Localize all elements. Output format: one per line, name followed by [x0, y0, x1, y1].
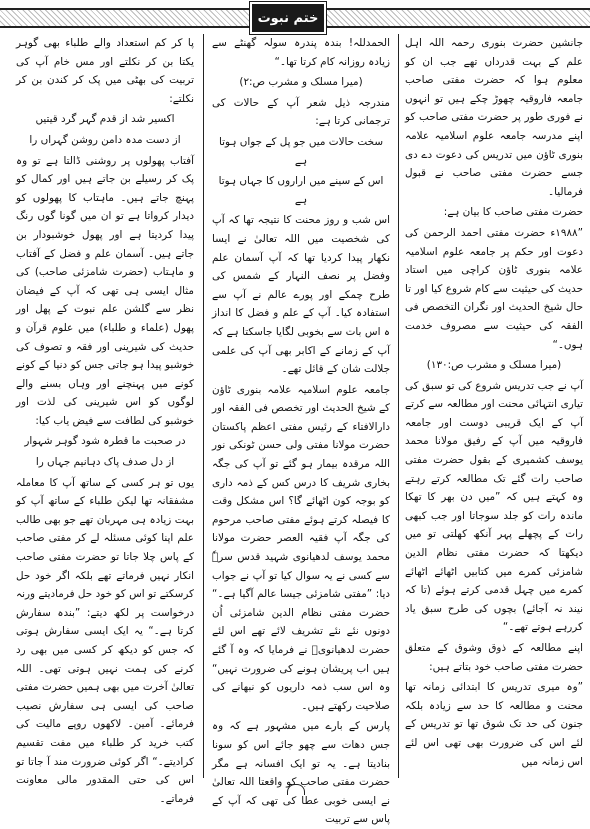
citation: (میرا مسلک و مشرب ص:۱۳۰) — [426, 359, 562, 372]
verse-line: از دست مدہ دامن روشن گہراں را — [29, 133, 181, 146]
paragraph: الحمدللہ! بندہ پندرہ سولہ گھنٹے سے زیادہ روزانہ کام کرتا تھا۔“ — [212, 37, 390, 68]
column-divider — [203, 34, 204, 778]
quotation: ”وہ میری تدریس کا ابتدائی زمانہ تھا محنت و مطالعہ کا حد سے زیادہ بلکہ جنون کی حد تک شوق تھا تو تدریس کے لئے اس کی ضرورت بھی تھی اس لئے اس زمانہ میں — [405, 681, 583, 768]
paragraph: جانشین حضرت بنوری رحمہ اللہ اہل علم کے بہت قدرداں تھے جب ان کو معلوم ہوا کہ حضرت مفتی صاحب جامعہ فاروقیہ چھوڑ چکے ہیں تو انہوں نے فوری طور پر حضرت مفتی صاحب کو اپنے مدرسہ جامعہ علوم اسلامیہ علامہ بنوری ٹاؤن میں تدریس کی دعوت دے دی جسے حضرت مفتی صاحب نے قبول فرمالیا۔ — [405, 37, 583, 198]
page-folio-ornament — [287, 784, 305, 795]
verse-line: سخت حالات میں جو پل کے جواں ہوتا ہے — [218, 135, 384, 167]
column-middle — [212, 34, 390, 826]
verse-line: از دل صدف پاک دہانیم جہاں را — [35, 456, 175, 469]
paragraph: آپ نے جب تدریس شروع کی تو سبق کی تیاری انتہائی محنت اور مطالعہ سے کرتے آپ کے ایک قریبی دوست اور جامعہ فاروقیہ میں آپ کے رفیق مولانا محمد یوسف کشمیری کے بقول حضرت مفتی صاحب رات گئے تک مطالعہ کرتے رہتے وہ کہتے ہیں کہ ”میں دن بھر کا تھکا ماندہ رات کو جلد سوجاتا اور جب کبھی رات کے پچھلے پہر آنکھ کھلتی تو میں دیکھتا کہ حضرت مفتی نظام الدین شامزئی کمرے میں کتابیں اٹھائے اٹھائے کمرے میں چہل قدمی کرتے ہوئے (تا کہ نیند نہ آجائے) بچوں کی طرح سبق یاد کررہے ہوتے تھے۔“ — [405, 379, 583, 634]
paragraph: جامعہ علوم اسلامیہ علامہ بنوری ٹاؤن کے شیخ الحدیث اور تخصص فی الفقہ اور دارالافتاء کے رئیس مفتی اعظم پاکستان حضرت مولانا مفتی ولی حسن ٹونکی نور اللہ مرقدہ بیمار ہو گئے تو آپ کی جگہ بخاری شریف کا درس کس کے ذمہ داری کو بوجہ کون اٹھائے گا؟ اس مشکل وقت کا فیصلہ کرتے ہوئے مفتی صاحب مرحوم کی جگہ آپ فقیہ العصر حضرت مولانا محمد یوسف لدھیانوی شہید قدس سرہٗ سے کسی نے یہ سوال کیا تو آپ نے جواب دیا: ”مفتی شامزئی جیسا عالم آگیا ہے۔“ حضرت مفتی نظام الدین شامزئی اُن دونوں نئے نئے تشریف لائے تھے اس لئے حضرت لدھیانویؒ نے فرمایا کہ وہ آ گئے ہیں اب پریشان ہونے کی ضرورت نہیں“ وہ اس سب ذمہ داریوں کو نبھانے کی صلاحیت رکھتے ہیں۔ — [212, 383, 390, 712]
quotation: ”۱۹۸۸ء حضرت مفتی احمد الرحمن کی دعوت اور حکم پر جامعہ علوم اسلامیہ علامہ بنوری ٹاؤن کراچی میں استاد حدیث کی حیثیت سے کام شروع کیا اور تا حال شیخ الحدیث اور نگران التخصص فی الفقہ کی حیثیت سے مصروف خدمت ہوں۔“ — [405, 226, 583, 351]
paragraph: پارس کے بارے میں مشہور ہے کہ وہ جس دھات سے چھو جائے اس کو سونا بنادیتا ہے۔ یہ تو ایک افسانہ ہے مگر حضرت مفتی صاحب کو واقعتا اللہ تعالیٰ نے ایسی خوبی عطا کی تھی کہ آپ کے پاس سے تربیت — [212, 720, 390, 826]
citation: (میرا مسلک و مشرب ص:۲) — [239, 76, 363, 89]
paragraph: اس شب و روز محنت کا نتیجہ تھا کہ آپ کی شخصیت میں اللہ تعالیٰ نے ایسا نکھار پیدا کردیا تھا کہ آپ آسمان علم وفضل پر نصف النہار کے شمس کی طرح چمکے اور پورے عالم نے آپ سے استفادہ کیا۔ آپ کے علم و فضل کا انداز ہ اس بات سے بخوبی لگایا جاسکتا ہے کہ آپ کے زمانے کے اکابر بھی آپ کی علمی جلالت شان کے قائل تھے۔ — [212, 214, 390, 376]
paragraph: یوں تو ہر کسی کے ساتھ آپ کا معاملہ مشفقانہ تھا لیکن طلباء کے ساتھ آپ کو بہت زیادہ ہی مہربان تھے جو بھی طالب علم اپنا کوئی مسئلہ لے کر مفتی صاحب کے پاس چلا جاتا تو حضرت مفتی صاحب انکار نہیں فرماتے تھے بلکہ اگر خود حل کرسکتے تو اس کو خود حل فرمادیتے ورنہ درخواست پر لکھ دیتے: ”بندہ سفارش کرتا ہے۔“ یہ ایک ایسی سفارش ہوتی کہ جس کو دیکھ کر کسی میں بھی رد کرنے کی ہمت نہیں ہوتی تھی۔ اللہ تعالیٰ آخرت میں بھی ہمیں حضرت مفتی صاحب کی ایسی ہی سفارش نصیب فرمائے۔ آمین۔ لاکھوں روپے مالیت کی کتب خرید کر طلباء میں مفت تقسیم کرادیتے۔“ اگر کوئی ضرورت مند آ جاتا تو اس کی حتی المقدور مالی معاونت فرماتے۔ — [16, 476, 194, 805]
column-left — [16, 34, 194, 805]
verse-line: اس کے سینے میں اراروں کا جہاں ہوتا ہے — [218, 175, 384, 206]
column-divider — [398, 34, 399, 778]
column-right — [405, 34, 583, 778]
paragraph: مندرجہ ذیل شعر آپ کے حالات کی ترجمانی کرتا ہے: — [212, 96, 390, 128]
verse-line: اکسیر شد از قدم گہر گرد قیتیں — [35, 113, 175, 126]
paragraph: آفتاب پھولوں پر روشنی ڈالتا ہے تو وہ پک کر رسیلے بن جاتے ہیں اور کمال کو پہنچ جاتے ہیں۔ ماہتاب کا پھولوں کو دیدار کرواتا ہے تو ان میں گونا گوں رنگ پیدا کردیتا ہے اور پھول خوشبودار بن جاتے ہیں۔ آسمان علم و فضل کے آفتاب و ماہتاب (حضرت شامزئی صاحب) کی مثال ایسی ہی تھی کہ آپ کے فیضان نظر سے گلشن علم نبوت کے پھل اور پھول (علماء و طلباء) میں علوم قرآن و حدیث کی شیرینی اور فقہ و تصوف کی خوشبو پیدا ہو جاتی جس کو دنیا کے کونے کونے میں پہنچنے اور وہاں بسنے والے لوگوں کو اس شیرینی کی لذت اور خوشبو کی لطافت سے فیض یاب کیا: — [16, 154, 194, 427]
paragraph: پا کر کم استعداد والے طلباء بھی گوہر یکتا بن کر نکلتے اور مس خام آپ کی تربیت کی بھٹی میں پک کر کندن بن کر نکلتے: — [16, 37, 194, 105]
verse-line: در صحبت ما قطرہ شود گوہر شہوار — [24, 435, 186, 448]
paragraph: حضرت مفتی صاحب کا بیان ہے: — [443, 206, 583, 219]
masthead-title: ختم نبوت — [250, 2, 326, 34]
paragraph: اپنے مطالعہ کے ذوق وشوق کے متعلق حضرت مفتی صاحب خود بتاتے ہیں: — [405, 642, 583, 673]
